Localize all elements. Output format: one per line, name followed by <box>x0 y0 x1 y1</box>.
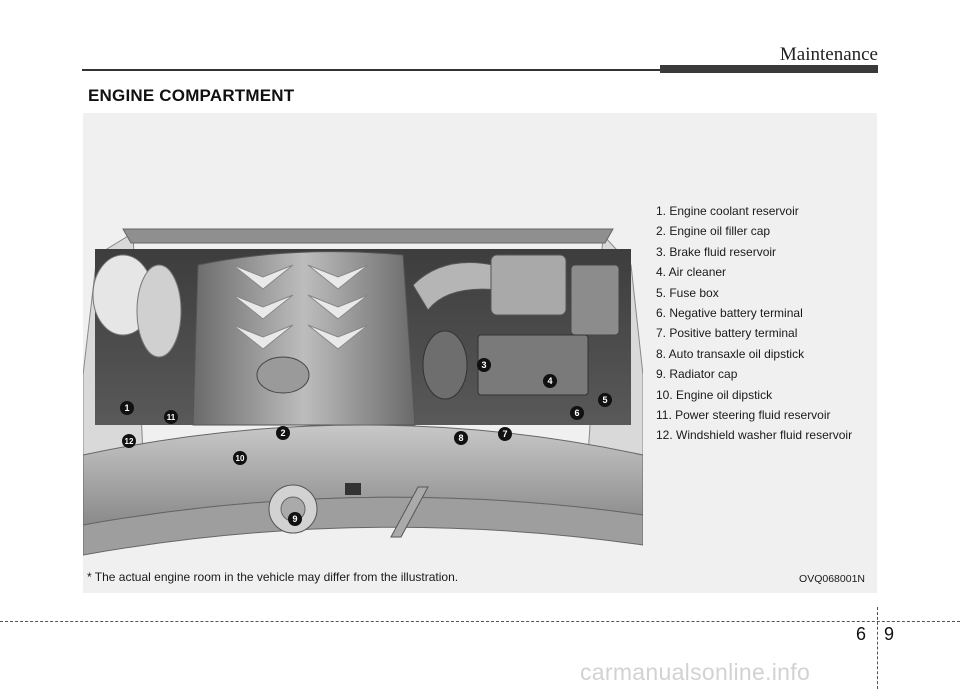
air-cleaner-shape <box>491 255 566 315</box>
callout-11 <box>164 410 178 424</box>
callout-8 <box>454 431 468 445</box>
callout-5-label: 5 <box>602 395 608 405</box>
engine-cover-shape <box>193 252 415 425</box>
illustration-footnote: * The actual engine room in the vehicle may differ from the illustration. <box>87 570 459 584</box>
component-legend <box>656 201 852 446</box>
header-rule-accent <box>660 65 878 73</box>
legend-item: 5. Fuse box <box>656 285 719 300</box>
legend-item: 1. Engine coolant reservoir <box>656 204 799 218</box>
callout-3-label: 3 <box>481 360 487 370</box>
callout-6-label: 6 <box>574 408 580 418</box>
legend-item: 6. Negative battery terminal <box>656 306 803 321</box>
figure-panel <box>83 113 877 593</box>
callout-7 <box>498 427 512 441</box>
page-title: ENGINE COMPARTMENT <box>88 86 295 105</box>
legend-item: 10. Engine oil dipstick <box>656 387 773 402</box>
legend-item: 8. Auto transaxle oil dipstick <box>656 346 805 361</box>
figure-code: OVQ068001N <box>799 573 865 585</box>
callout-9-label: 9 <box>292 514 298 524</box>
legend-item: 7. Positive battery terminal <box>656 326 798 341</box>
legend-item: 4. Air cleaner <box>656 265 727 280</box>
callout-1 <box>120 401 134 415</box>
callout-11-label: 11 <box>166 413 176 422</box>
callout-10-label: 10 <box>235 454 245 463</box>
callout-1-label: 1 <box>124 403 130 413</box>
callout-9 <box>288 512 302 526</box>
callout-7-label: 7 <box>502 429 508 439</box>
callout-2 <box>276 426 290 440</box>
footer-rule <box>0 621 960 622</box>
legend-item: 11. Power steering fluid reservoir <box>656 408 831 423</box>
callout-12 <box>122 434 136 448</box>
page-number-divider <box>877 607 878 689</box>
transaxle-shape <box>423 331 467 399</box>
fuse-box-shape <box>571 265 619 335</box>
callout-5 <box>598 393 612 407</box>
battery-shape <box>478 335 588 395</box>
callout-4-label: 4 <box>547 376 553 386</box>
page-number: 9 <box>884 624 895 644</box>
callout-6 <box>570 406 584 420</box>
callout-10 <box>233 451 247 465</box>
callout-8-label: 8 <box>458 433 464 443</box>
callout-2-label: 2 <box>280 428 286 438</box>
engine-compartment-illustration <box>83 225 643 585</box>
washer-reservoir-shape <box>137 265 181 357</box>
header-rule <box>82 69 682 71</box>
callout-12-label: 12 <box>124 437 134 446</box>
watermark-text: carmanualsonline.info <box>580 659 811 685</box>
page-chapter: 6 <box>856 624 867 644</box>
hood-latch-shape <box>345 483 361 495</box>
hood-edge-shape <box>123 229 613 243</box>
oil-filler-cap-shape <box>257 357 309 393</box>
legend-item: 2. Engine oil filler cap <box>656 224 771 239</box>
callout-3 <box>477 358 491 372</box>
header-section-title: Maintenance <box>779 44 878 65</box>
callout-4 <box>543 374 557 388</box>
legend-item: 9. Radiator cap <box>656 367 738 382</box>
legend-item: 3. Brake fluid reservoir <box>656 244 777 259</box>
legend-item: 12. Windshield washer fluid reservoir <box>656 428 853 443</box>
